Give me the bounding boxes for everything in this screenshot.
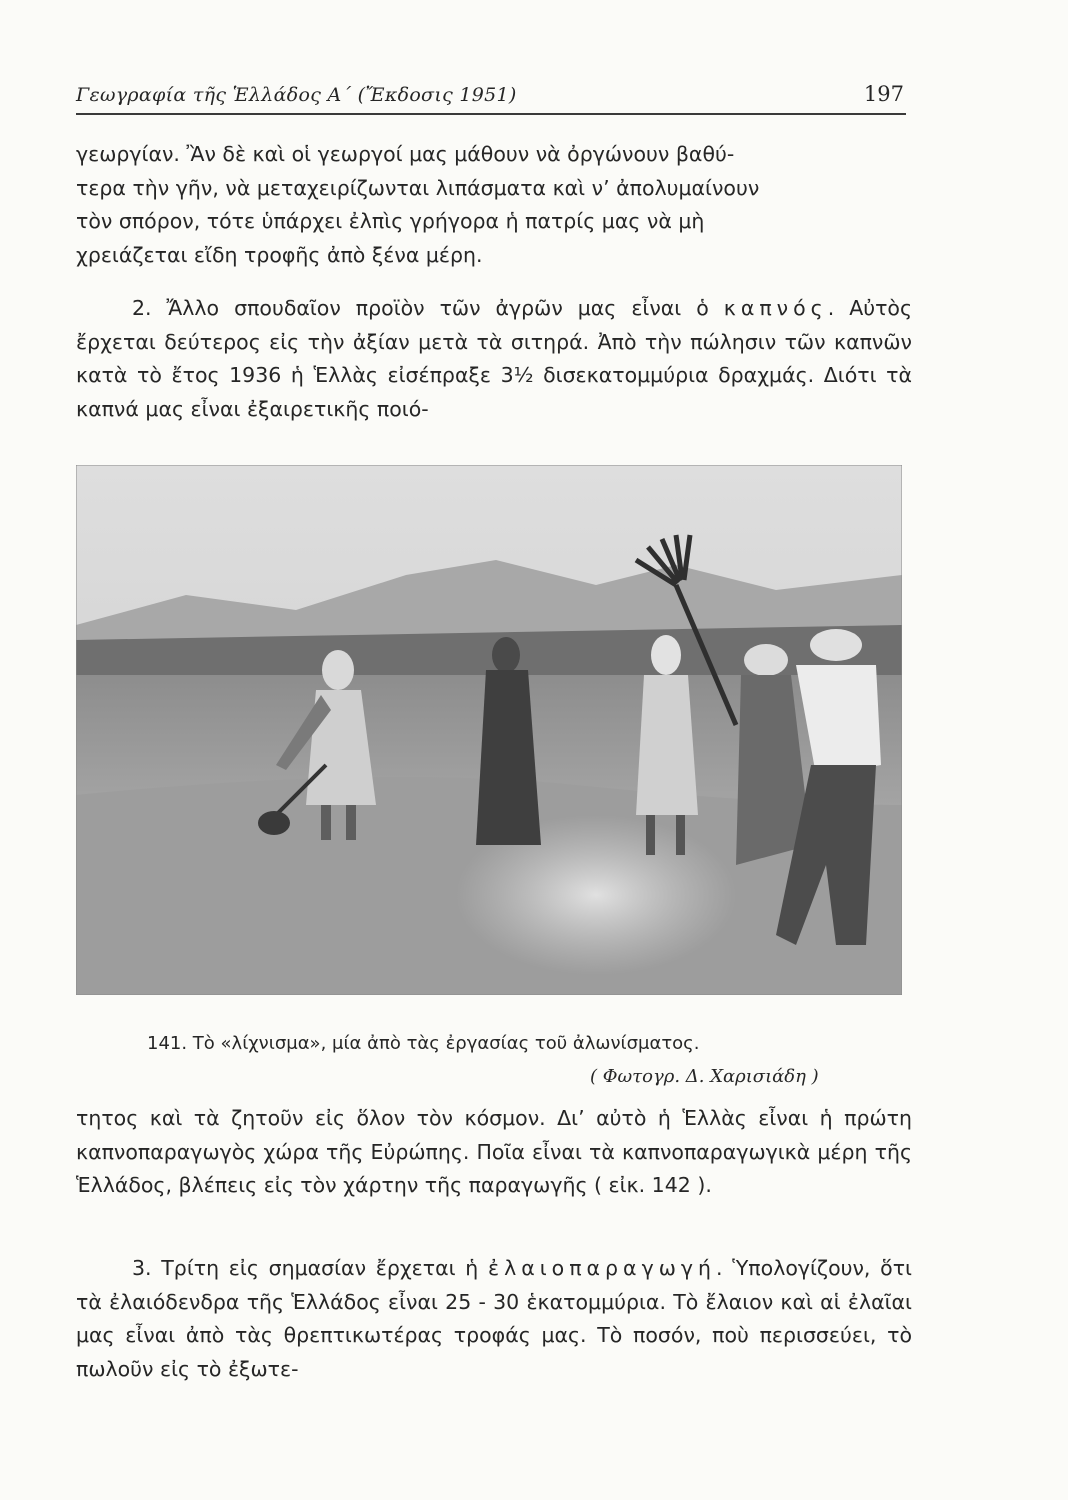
paragraph-3 xyxy=(76,1252,912,1386)
running-header xyxy=(76,82,904,112)
paragraph-3-text-b: . Ὑπολογίζουν, ὅτι τὰ ἐλαιόδενδρα τῆς Ἑλλάδος εἶναι 25 - 30 ἑκατομμύρια. Τὸ ἔλαιον καὶ αἱ ἐλαῖαι μας εἶναι ἀπὸ τὰς θρεπτικωτέρας τροφάς μας. Τὸ ποσόν, ποὺ περισσεύει, τὸ πωλοῦν εἰς τὸ ἐξωτε- xyxy=(76,1256,912,1381)
figure-caption: 141. Τὸ «λίχνισμα», μία ἀπὸ τὰς ἐργασίας τοῦ ἀλωνίσματος. xyxy=(147,1033,700,1054)
text-line: χρειάζεται εἴδη τροφῆς ἀπὸ ξένα μέρη. xyxy=(76,242,483,267)
text-line: τερα τὴν γῆν, νὰ μεταχειρίζωνται λιπάσματα καὶ ν’ ἀπολυμαίνουν xyxy=(76,175,760,200)
paragraph-2-emphasis: καπνός xyxy=(723,296,828,320)
header-rule xyxy=(76,113,906,115)
paragraph-2-continued: τητος καὶ τὰ ζητοῦν εἰς ὅλον τὸν κόσμον. Δι’ αὐτὸ ἡ Ἑλλὰς εἶναι ἡ πρώτη καπνοπαραγωγὸς χώρα τῆς Εὐρώπης. Ποῖα εἶναι τὰ καπνοπαραγωγικὰ μέρη τῆς Ἑλλάδος, βλέπεις εἰς τὸν χάρτην τῆς παραγωγῆς ( εἰκ. 142 ). xyxy=(76,1106,912,1198)
text-line: τὸν σπόρον, τότε ὑπάρχει ἐλπὶς γρήγορα ἡ πατρίς μας νὰ μὴ xyxy=(76,209,705,234)
paragraph-2 xyxy=(76,292,912,426)
paragraph-1 xyxy=(76,138,912,272)
paragraph-3-emphasis: ἐλαιοπαραγωγή xyxy=(487,1256,716,1280)
paragraph-2-text-b: . Αὐτὸς ἔρχεται δεύτερος εἰς τὴν ἀξίαν μετὰ τὰ σιτηρά. Ἀπὸ τὴν πώλησιν τῶν καπνῶν κατὰ τὸ ἔτος 1936 ἡ Ἑλλὰς εἰσέπραξε 3½ δισεκατομμύρια δραχμάς. Διότι τὰ καπνά μας εἶναι ἐξαιρετικῆς ποιό- xyxy=(76,296,912,421)
page-number: 197 xyxy=(863,82,904,106)
photo-credit: ( Φωτογρ. Δ. Χαρισιάδη ) xyxy=(590,1066,819,1087)
header-title: Γεωγραφία τῆς Ἑλλάδος Α΄ (Ἔκδοσις 1951) xyxy=(76,84,517,106)
paragraph-2-text-a: 2. Ἄλλο σπουδαῖον προϊὸν τῶν ἀγρῶν μας εἶναι ὁ xyxy=(132,296,724,320)
paragraph-3-text-a: 3. Τρίτη εἰς σημασίαν ἔρχεται ἡ xyxy=(132,1256,488,1280)
text-line: γεωργίαν. Ἂν δὲ καὶ οἱ γεωργοί μας μάθουν νὰ ὀργώνουν βαθύ- xyxy=(76,142,735,166)
photo-winnowing xyxy=(76,465,902,995)
